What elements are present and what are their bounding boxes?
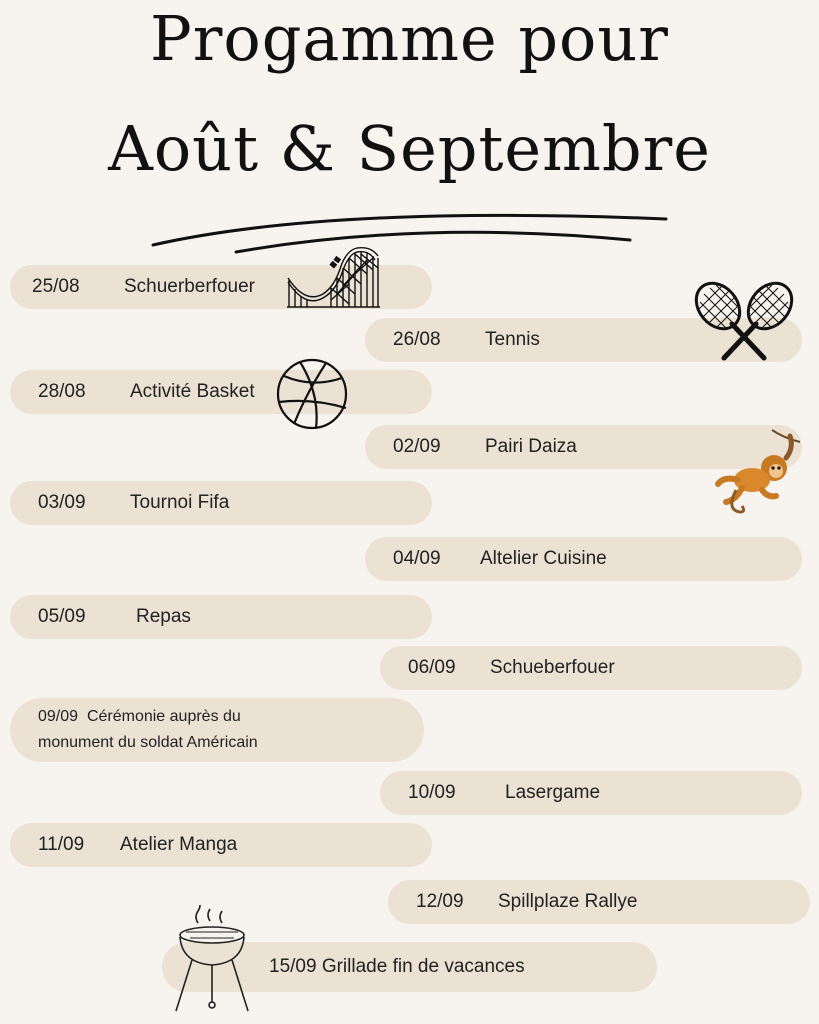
event-name: Altelier Cuisine — [480, 548, 607, 569]
event-name: Tennis — [485, 329, 540, 350]
event-date: 06/09 — [408, 657, 456, 678]
event-name: Pairi Daiza — [485, 436, 577, 457]
event-date: 11/09 — [38, 834, 85, 855]
event-name: Lasergame — [505, 782, 601, 803]
event-date: 05/09 — [38, 606, 86, 627]
event-item — [10, 481, 432, 525]
event-date: 15/09 — [269, 956, 317, 977]
event-date: 28/08 — [38, 381, 86, 402]
event-date: 12/09 — [416, 891, 464, 912]
event-item — [10, 823, 432, 867]
event-date: 25/08 — [32, 276, 80, 297]
event-item — [388, 880, 810, 924]
event-name: Grillade fin de vacances — [321, 956, 525, 977]
event-name: Schueberfouer — [490, 657, 615, 678]
page-title-line-1: Progamme pour — [150, 2, 669, 75]
page-title-line-2: Août & Septembre — [108, 112, 711, 185]
event-date: 26/08 — [393, 329, 441, 350]
event-date: 02/09 — [393, 436, 441, 457]
event-name: Repas — [136, 606, 191, 627]
barbecue-grill-icon — [172, 905, 252, 1015]
roller-coaster-icon — [287, 244, 380, 308]
event-name: Cérémonie auprès du — [86, 708, 241, 725]
event-date: 09/09 — [38, 708, 79, 725]
event-item — [10, 595, 432, 639]
event-name: Atelier Manga — [120, 834, 238, 855]
event-item — [365, 537, 802, 581]
event-date: 10/09 — [408, 782, 456, 803]
event-name: Spillplaze Rallye — [498, 891, 638, 912]
tennis-rackets-icon — [692, 280, 796, 362]
title-underline-decoration — [0, 0, 819, 260]
event-name: Tournoi Fifa — [130, 492, 230, 513]
event-name-line-2: monument du soldat Américain — [38, 734, 258, 751]
event-date: 03/09 — [38, 492, 86, 513]
event-item — [380, 646, 802, 690]
event-item — [10, 698, 424, 762]
event-date: 04/09 — [393, 548, 441, 569]
monkey-icon — [712, 428, 804, 518]
event-name: Activité Basket — [130, 381, 255, 402]
basketball-icon — [276, 358, 348, 430]
event-item — [380, 771, 802, 815]
event-name: Schuerberfouer — [124, 276, 255, 297]
event-item — [10, 370, 432, 414]
